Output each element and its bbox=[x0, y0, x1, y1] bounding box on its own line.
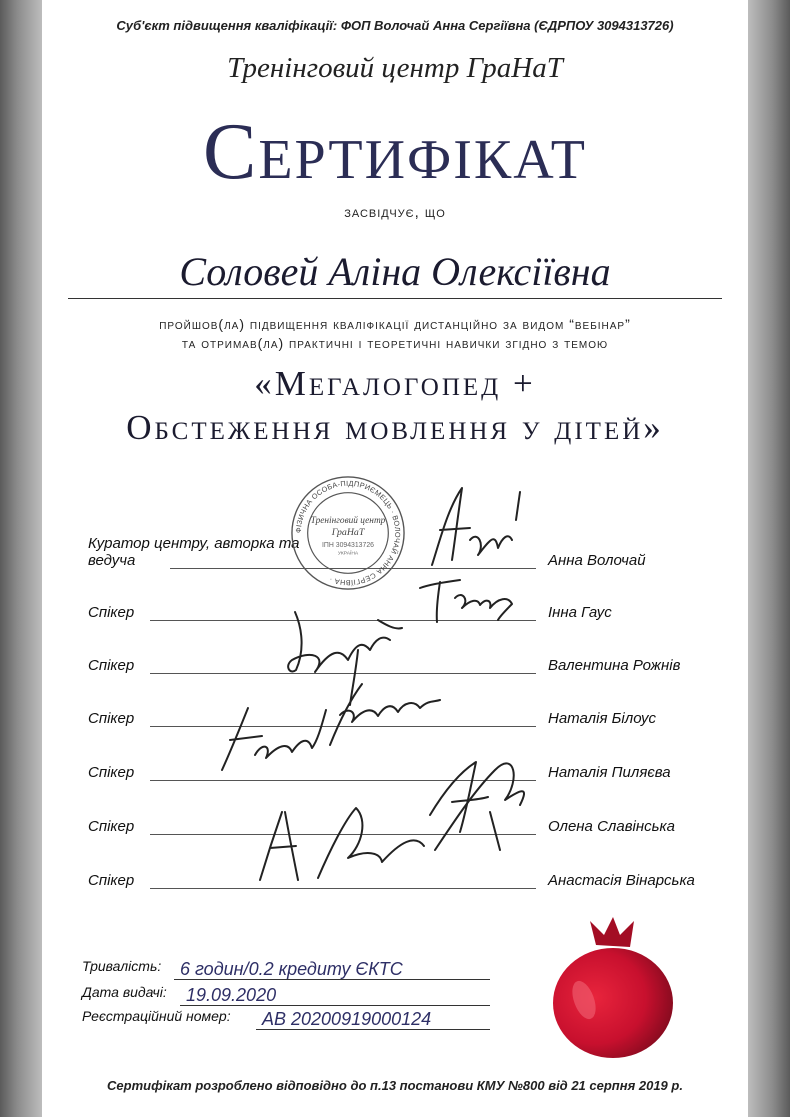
signatory-name: Наталія Пиляєва bbox=[548, 764, 671, 781]
signatory-role: Спікер bbox=[88, 604, 135, 621]
subject-line: Суб'єкт підвищення кваліфікації: ФОП Волочай Анна Сергіївна (ЄДРПОУ 3094313726) bbox=[116, 18, 674, 33]
issue-date-value: 19.09.2020 bbox=[180, 985, 490, 1006]
svg-text:УКРАЇНА: УКРАЇНА bbox=[337, 551, 359, 557]
signatory-role: Спікер bbox=[88, 657, 135, 674]
duration-label: Тривалість: bbox=[82, 958, 162, 974]
svg-text:ФІЗИЧНА ОСОБА-ПІДПРИЄМЕЦЬ · ВО: ФІЗИЧНА ОСОБА-ПІДПРИЄМЕЦЬ · ВОЛОЧАЙ АННА СЕРГІЇВНА · bbox=[293, 478, 403, 588]
signature-line bbox=[150, 620, 536, 621]
left-border-bar bbox=[0, 0, 42, 1117]
signatory-role: Спікер bbox=[88, 818, 135, 835]
signature-line bbox=[150, 888, 536, 889]
reg-number-label: Реєстраційний номер: bbox=[82, 1008, 231, 1024]
signatory-role: Куратор центру, авторка та ведуча bbox=[88, 535, 300, 569]
recipient-underline bbox=[68, 298, 722, 299]
description-line-2: та отримав(ла) практичні і теоретичні навички згідно з темою bbox=[181, 335, 609, 351]
certifies-text: засвідчує, що bbox=[344, 204, 446, 221]
signatory-name: Інна Гаус bbox=[548, 604, 612, 621]
issue-date-label: Дата видачі: bbox=[82, 984, 167, 1000]
svg-text:ІПН 3094313726: ІПН 3094313726 bbox=[322, 541, 374, 549]
signatory-role: Спікер bbox=[88, 710, 135, 727]
signatory-name: Анастасія Вінарська bbox=[548, 872, 695, 889]
official-stamp bbox=[289, 474, 407, 592]
reg-number-value: АВ 20200919000124 bbox=[256, 1009, 490, 1030]
signatory-name: Валентина Рожнів bbox=[548, 657, 681, 674]
svg-text:ГраНаТ: ГраНаТ bbox=[331, 526, 365, 538]
signature-line bbox=[150, 673, 536, 674]
legal-footer: Сертифікат розроблено відповідно до п.13 постанови КМУ №800 від 21 серпня 2019 р. bbox=[107, 1078, 683, 1093]
signatory-role: Спікер bbox=[88, 872, 135, 889]
signatory-name: Олена Славінська bbox=[548, 818, 675, 835]
description-line-1: пройшов(ла) підвищення кваліфікації дистанційно за видом “вебінар” bbox=[159, 316, 631, 332]
signatory-row bbox=[88, 638, 714, 678]
signatory-row bbox=[88, 799, 714, 839]
signatory-role: Спікер bbox=[88, 764, 135, 781]
signatory-name: Наталія Білоус bbox=[548, 710, 657, 727]
signatory-row bbox=[88, 691, 714, 731]
reg-number-row bbox=[82, 1008, 432, 1030]
topic-line-1: «Мегалогопед + bbox=[254, 364, 536, 403]
certificate-title: Сертифікат bbox=[202, 108, 587, 196]
signatory-name: Анна Волочай bbox=[548, 552, 646, 569]
signature-line bbox=[150, 726, 536, 727]
issue-date-row bbox=[82, 984, 277, 1006]
svg-text:Тренінговий центр: Тренінговий центр bbox=[310, 516, 386, 527]
pomegranate-icon bbox=[548, 915, 678, 1060]
right-border-bar bbox=[748, 0, 790, 1117]
duration-row bbox=[82, 958, 403, 980]
topic-line-2: Обстеження мовлення у дітей» bbox=[126, 408, 664, 447]
recipient-name: Соловей Аліна Олексіївна bbox=[179, 249, 611, 294]
training-center-name: Тренінговий центр ГраНаТ bbox=[227, 52, 563, 84]
signatory-row bbox=[88, 745, 714, 785]
signature-line bbox=[150, 780, 536, 781]
duration-value: 6 годин/0.2 кредиту ЄКТС bbox=[174, 959, 490, 980]
signature-line bbox=[150, 834, 536, 835]
signatory-row bbox=[88, 853, 714, 893]
